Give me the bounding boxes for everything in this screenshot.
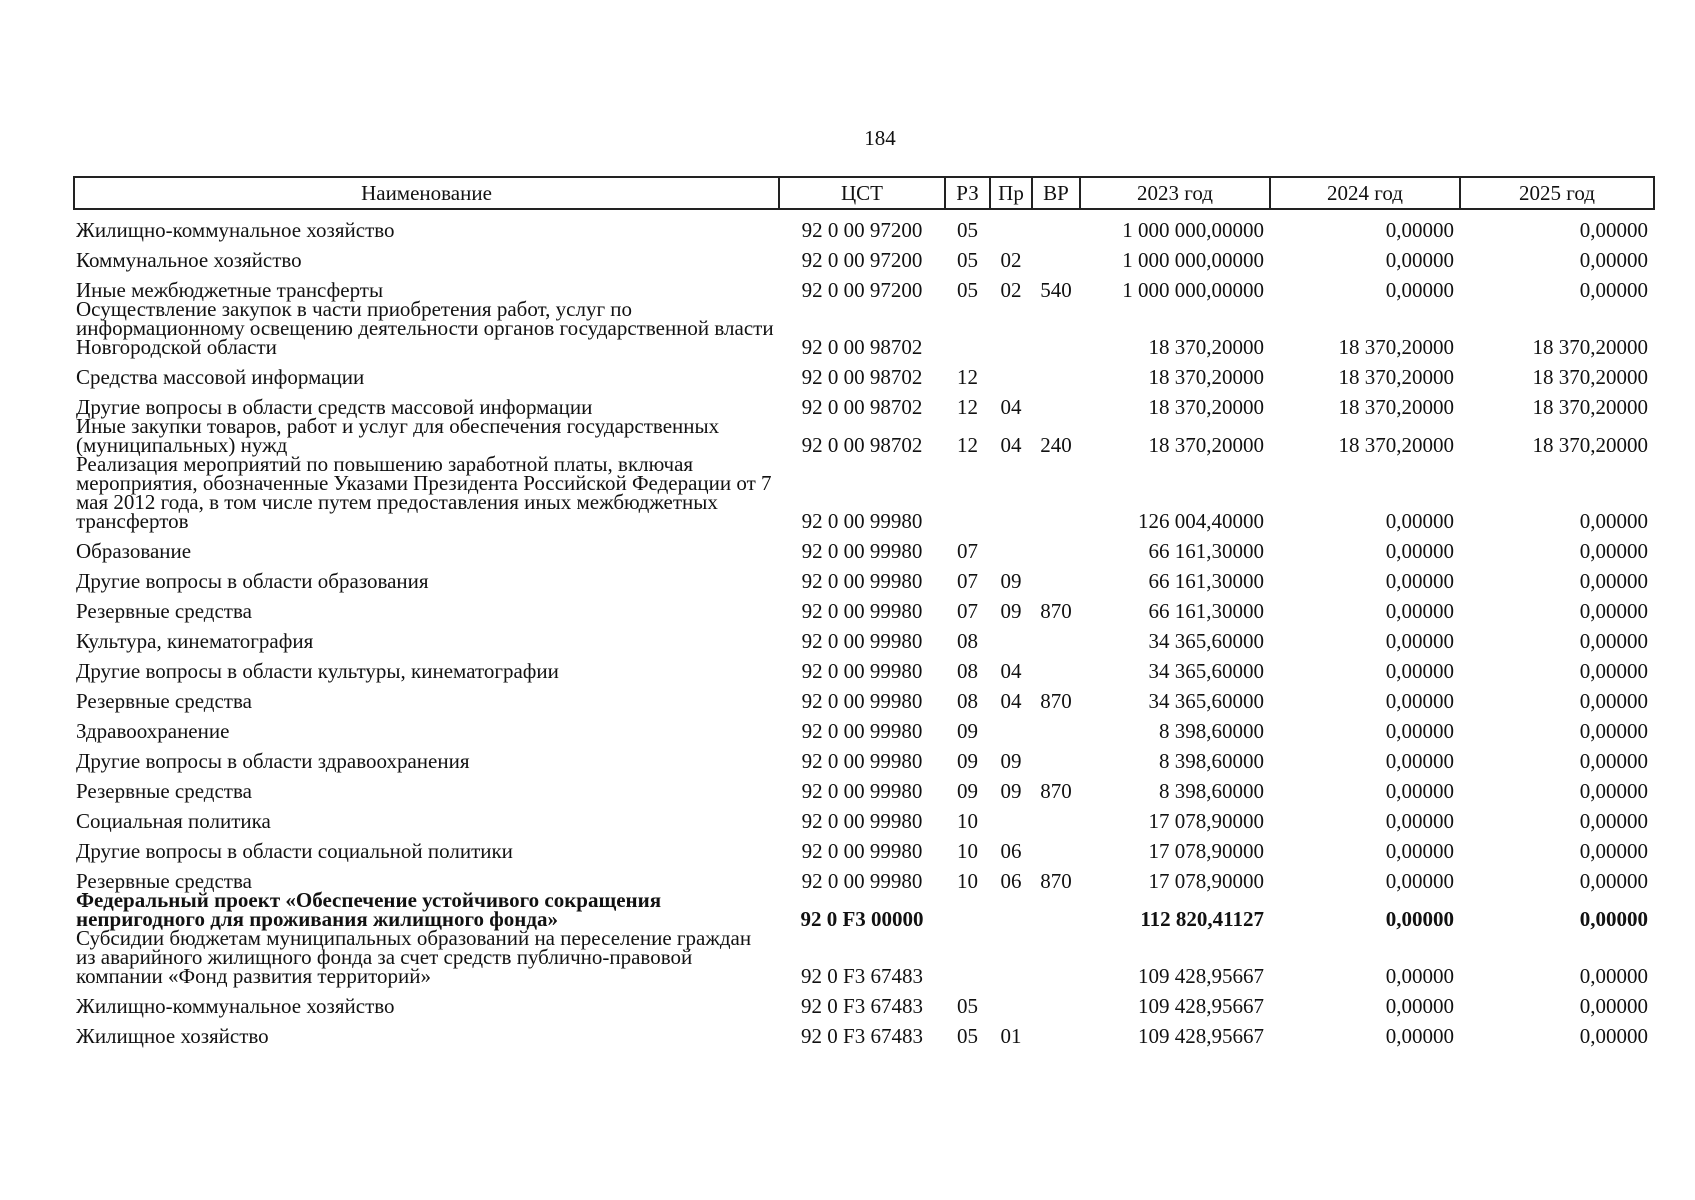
cell-cst: 92 0 00 99980 bbox=[801, 629, 923, 653]
table-row bbox=[74, 300, 1654, 357]
cell-vr bbox=[1032, 240, 1080, 270]
cell-cst: 92 0 00 99980 bbox=[801, 539, 923, 563]
cell-rz: 10 bbox=[957, 839, 978, 863]
table-row bbox=[74, 771, 1654, 801]
cell-2024: 0,00000 bbox=[1385, 809, 1454, 833]
table-row bbox=[74, 455, 1654, 531]
cell-vr bbox=[1032, 831, 1080, 861]
cell-name: Другие вопросы в области здравоохранения bbox=[76, 749, 470, 773]
cell-pr bbox=[990, 986, 1032, 1016]
cell-cst: 92 0 F3 00000 bbox=[800, 907, 924, 931]
cell-2025: 18 370,20000 bbox=[1532, 433, 1648, 457]
cell-rz: 12 bbox=[957, 395, 978, 419]
cell-rz: 08 bbox=[957, 629, 978, 653]
cell-cst: 92 0 00 99980 bbox=[801, 569, 923, 593]
cell-rz bbox=[945, 891, 990, 929]
cell-2023: 1 000 000,00000 bbox=[1122, 248, 1264, 272]
cell-2024: 0,00000 bbox=[1385, 964, 1454, 988]
cell-2024: 0,00000 bbox=[1385, 779, 1454, 803]
cell-cst: 92 0 00 98702 bbox=[801, 365, 923, 389]
cell-2025: 0,00000 bbox=[1579, 248, 1648, 272]
cell-rz bbox=[945, 300, 990, 357]
cell-cst: 92 0 00 97200 bbox=[801, 218, 923, 242]
cell-vr: 870 bbox=[1040, 599, 1072, 623]
cell-vr bbox=[1032, 455, 1080, 531]
cell-cst: 92 0 F3 67483 bbox=[801, 964, 923, 988]
cell-cst: 92 0 00 99980 bbox=[801, 809, 923, 833]
cell-cst: 92 0 F3 67483 bbox=[801, 1024, 923, 1048]
cell-pr bbox=[990, 300, 1032, 357]
cell-name: Резервные средства bbox=[76, 869, 252, 893]
cell-cst: 92 0 00 99980 bbox=[801, 749, 923, 773]
cell-2023: 8 398,60000 bbox=[1159, 779, 1264, 803]
cell-cst: 92 0 00 98702 bbox=[801, 335, 923, 359]
cell-rz: 09 bbox=[957, 719, 978, 743]
cell-2025: 18 370,20000 bbox=[1532, 365, 1648, 389]
table-row bbox=[74, 591, 1654, 621]
column-header-2025: 2025 год bbox=[1460, 177, 1654, 209]
cell-rz: 09 bbox=[957, 779, 978, 803]
table-header bbox=[74, 177, 1654, 209]
cell-2025: 0,00000 bbox=[1579, 779, 1648, 803]
cell-2024: 0,00000 bbox=[1385, 599, 1454, 623]
cell-2023: 18 370,20000 bbox=[1148, 433, 1264, 457]
cell-2024: 0,00000 bbox=[1385, 749, 1454, 773]
cell-rz: 12 bbox=[957, 365, 978, 389]
cell-name: Образование bbox=[76, 539, 192, 563]
cell-2024: 0,00000 bbox=[1385, 1024, 1454, 1048]
cell-name: Иные закупки товаров, работ и услуг для обеспечения государственных (муниципальных) нужд bbox=[76, 414, 720, 457]
cell-pr bbox=[990, 531, 1032, 561]
cell-vr bbox=[1032, 1016, 1080, 1046]
cell-2024: 0,00000 bbox=[1385, 839, 1454, 863]
cell-2023: 66 161,30000 bbox=[1148, 569, 1264, 593]
cell-2023: 18 370,20000 bbox=[1148, 335, 1264, 359]
cell-name: Другие вопросы в области социальной политики bbox=[76, 839, 513, 863]
cell-pr: 09 bbox=[1000, 749, 1022, 773]
cell-vr bbox=[1032, 651, 1080, 681]
cell-cst: 92 0 00 98702 bbox=[801, 395, 923, 419]
cell-vr: 870 bbox=[1040, 779, 1072, 803]
cell-2024: 0,00000 bbox=[1385, 659, 1454, 683]
cell-2025: 18 370,20000 bbox=[1532, 395, 1648, 419]
cell-name: Иные межбюджетные трансферты bbox=[76, 278, 384, 302]
cell-2025: 0,00000 bbox=[1579, 964, 1648, 988]
cell-rz: 05 bbox=[957, 994, 978, 1018]
cell-pr: 09 bbox=[1000, 779, 1022, 803]
table-row bbox=[74, 891, 1654, 929]
cell-rz bbox=[945, 455, 990, 531]
cell-rz: 08 bbox=[957, 689, 978, 713]
cell-pr bbox=[990, 891, 1032, 929]
cell-2025: 0,00000 bbox=[1579, 839, 1648, 863]
table-row bbox=[74, 681, 1654, 711]
cell-name: Субсидии бюджетам муниципальных образований на переселение граждан из аварийного жилищного фонда за счет средств публично-правовой компании «Фонд развития территорий» bbox=[76, 926, 752, 988]
cell-vr bbox=[1032, 891, 1080, 929]
cell-pr: 09 bbox=[1000, 569, 1022, 593]
cell-rz: 12 bbox=[957, 433, 978, 457]
cell-2024: 0,00000 bbox=[1385, 869, 1454, 893]
cell-name: Федеральный проект «Обеспечение устойчивого сокращения непригодного для проживания жилищного фонда» bbox=[76, 888, 662, 931]
cell-rz: 05 bbox=[957, 278, 978, 302]
cell-2023: 126 004,40000 bbox=[1138, 509, 1264, 533]
cell-name: Осуществление закупок в части приобретения работ, услуг по информационному освещению деятельности органов государственной власти Новгородской области bbox=[76, 297, 774, 359]
column-header-rz: РЗ bbox=[945, 177, 990, 209]
cell-pr: 04 bbox=[1000, 689, 1022, 713]
cell-cst: 92 0 00 99980 bbox=[801, 719, 923, 743]
cell-2023: 109 428,95667 bbox=[1138, 994, 1264, 1018]
cell-rz bbox=[945, 929, 990, 986]
column-header-vr: ВР bbox=[1032, 177, 1080, 209]
page-number: 184 bbox=[864, 126, 896, 150]
cell-2025: 0,00000 bbox=[1579, 509, 1648, 533]
cell-2023: 109 428,95667 bbox=[1138, 964, 1264, 988]
cell-cst: 92 0 F3 67483 bbox=[801, 994, 923, 1018]
table-row bbox=[74, 801, 1654, 831]
cell-pr bbox=[990, 209, 1032, 240]
cell-2025: 0,00000 bbox=[1579, 809, 1648, 833]
cell-cst: 92 0 00 97200 bbox=[801, 278, 923, 302]
cell-name: Жилищно-коммунальное хозяйство bbox=[76, 218, 395, 242]
cell-2023: 18 370,20000 bbox=[1148, 395, 1264, 419]
column-header-cst: ЦСТ bbox=[779, 177, 945, 209]
cell-2024: 18 370,20000 bbox=[1338, 365, 1454, 389]
cell-2025: 0,00000 bbox=[1579, 719, 1648, 743]
cell-2024: 0,00000 bbox=[1385, 218, 1454, 242]
cell-name: Жилищное хозяйство bbox=[76, 1024, 269, 1048]
cell-cst: 92 0 00 99980 bbox=[801, 659, 923, 683]
cell-2024: 0,00000 bbox=[1385, 278, 1454, 302]
cell-2024: 0,00000 bbox=[1385, 629, 1454, 653]
cell-2023: 8 398,60000 bbox=[1159, 749, 1264, 773]
cell-2024: 0,00000 bbox=[1385, 569, 1454, 593]
table-row bbox=[74, 387, 1654, 417]
cell-cst: 92 0 00 99980 bbox=[801, 839, 923, 863]
cell-rz: 08 bbox=[957, 659, 978, 683]
cell-name: Резервные средства bbox=[76, 689, 252, 713]
cell-2023: 34 365,60000 bbox=[1148, 659, 1264, 683]
cell-2024: 0,00000 bbox=[1385, 994, 1454, 1018]
cell-cst: 92 0 00 98702 bbox=[801, 433, 923, 457]
cell-pr: 02 bbox=[1000, 278, 1022, 302]
cell-vr bbox=[1032, 387, 1080, 417]
cell-name: Средства массовой информации bbox=[76, 365, 365, 389]
cell-2023: 17 078,90000 bbox=[1148, 869, 1264, 893]
cell-rz: 07 bbox=[957, 569, 978, 593]
cell-cst: 92 0 00 99980 bbox=[801, 869, 923, 893]
cell-2023: 18 370,20000 bbox=[1148, 365, 1264, 389]
cell-name: Резервные средства bbox=[76, 599, 252, 623]
cell-pr: 06 bbox=[1000, 869, 1022, 893]
cell-2024: 0,00000 bbox=[1385, 248, 1454, 272]
column-header-2023: 2023 год bbox=[1080, 177, 1270, 209]
cell-2023: 66 161,30000 bbox=[1148, 599, 1264, 623]
cell-2025: 0,00000 bbox=[1579, 278, 1648, 302]
cell-name: Другие вопросы в области культуры, кинематографии bbox=[76, 659, 559, 683]
cell-vr bbox=[1032, 711, 1080, 741]
table-row bbox=[74, 531, 1654, 561]
cell-2024: 18 370,20000 bbox=[1338, 395, 1454, 419]
cell-vr: 870 bbox=[1040, 869, 1072, 893]
cell-2025: 0,00000 bbox=[1579, 689, 1648, 713]
cell-2025: 0,00000 bbox=[1579, 994, 1648, 1018]
cell-rz: 05 bbox=[957, 1024, 978, 1048]
cell-name: Здравоохранение bbox=[76, 719, 230, 743]
table-row bbox=[74, 741, 1654, 771]
cell-vr bbox=[1032, 300, 1080, 357]
cell-rz: 09 bbox=[957, 749, 978, 773]
cell-vr bbox=[1032, 801, 1080, 831]
cell-pr: 02 bbox=[1000, 248, 1022, 272]
budget-table bbox=[73, 176, 1655, 1046]
cell-2024: 0,00000 bbox=[1385, 689, 1454, 713]
cell-2025: 0,00000 bbox=[1579, 629, 1648, 653]
cell-2024: 18 370,20000 bbox=[1338, 433, 1454, 457]
table-row bbox=[74, 621, 1654, 651]
cell-rz: 05 bbox=[957, 248, 978, 272]
cell-name: Резервные средства bbox=[76, 779, 252, 803]
cell-name: Реализация мероприятий по повышению заработной платы, включая мероприятия, обозначенные Указами Президента Российской Федерации от 7 мая 2012 года, в том числе путем предоставления иных межбюджетных трансфертов bbox=[76, 452, 772, 533]
cell-cst: 92 0 00 97200 bbox=[801, 248, 923, 272]
column-header-name: Наименование bbox=[74, 177, 779, 209]
cell-name: Социальная политика bbox=[76, 809, 271, 833]
cell-2025: 18 370,20000 bbox=[1532, 335, 1648, 359]
cell-vr bbox=[1032, 357, 1080, 387]
cell-pr bbox=[990, 801, 1032, 831]
cell-2024: 0,00000 bbox=[1385, 719, 1454, 743]
table-row bbox=[74, 561, 1654, 591]
cell-vr: 870 bbox=[1040, 689, 1072, 713]
table-row bbox=[74, 651, 1654, 681]
cell-vr bbox=[1032, 741, 1080, 771]
cell-cst: 92 0 00 99980 bbox=[801, 509, 923, 533]
cell-name: Другие вопросы в области образования bbox=[76, 569, 429, 593]
table-row bbox=[74, 209, 1654, 240]
cell-vr: 240 bbox=[1040, 433, 1072, 457]
cell-vr bbox=[1032, 621, 1080, 651]
cell-pr bbox=[990, 711, 1032, 741]
cell-2025: 0,00000 bbox=[1579, 907, 1648, 931]
cell-rz: 10 bbox=[957, 869, 978, 893]
cell-vr: 540 bbox=[1040, 278, 1072, 302]
table-row bbox=[74, 929, 1654, 986]
cell-2023: 112 820,41127 bbox=[1140, 907, 1264, 931]
cell-rz: 07 bbox=[957, 599, 978, 623]
cell-name: Культура, кинематография bbox=[76, 629, 314, 653]
cell-2023: 66 161,30000 bbox=[1148, 539, 1264, 563]
cell-2023: 8 398,60000 bbox=[1159, 719, 1264, 743]
cell-2025: 0,00000 bbox=[1579, 749, 1648, 773]
cell-rz: 05 bbox=[957, 218, 978, 242]
cell-pr: 04 bbox=[1000, 433, 1022, 457]
cell-rz: 07 bbox=[957, 539, 978, 563]
cell-2025: 0,00000 bbox=[1579, 599, 1648, 623]
cell-name: Другие вопросы в области средств массовой информации bbox=[76, 395, 593, 419]
cell-2025: 0,00000 bbox=[1579, 539, 1648, 563]
cell-vr bbox=[1032, 986, 1080, 1016]
cell-2024: 0,00000 bbox=[1385, 509, 1454, 533]
cell-2023: 34 365,60000 bbox=[1148, 689, 1264, 713]
table-row bbox=[74, 1016, 1654, 1046]
cell-2025: 0,00000 bbox=[1579, 659, 1648, 683]
table-row bbox=[74, 986, 1654, 1016]
cell-cst: 92 0 00 99980 bbox=[801, 779, 923, 803]
cell-pr bbox=[990, 929, 1032, 986]
cell-pr bbox=[990, 455, 1032, 531]
cell-2025: 0,00000 bbox=[1579, 1024, 1648, 1048]
table-row bbox=[74, 417, 1654, 455]
table-row bbox=[74, 711, 1654, 741]
cell-pr: 04 bbox=[1000, 395, 1022, 419]
cell-pr: 01 bbox=[1000, 1024, 1022, 1048]
cell-2025: 0,00000 bbox=[1579, 218, 1648, 242]
cell-2023: 17 078,90000 bbox=[1148, 839, 1264, 863]
table-row bbox=[74, 861, 1654, 891]
cell-vr bbox=[1032, 531, 1080, 561]
cell-pr bbox=[990, 357, 1032, 387]
cell-cst: 92 0 00 99980 bbox=[801, 689, 923, 713]
cell-2025: 0,00000 bbox=[1579, 869, 1648, 893]
table-row bbox=[74, 240, 1654, 270]
cell-rz: 10 bbox=[957, 809, 978, 833]
cell-pr: 04 bbox=[1000, 659, 1022, 683]
cell-pr: 06 bbox=[1000, 839, 1022, 863]
column-header-pr: Пр bbox=[990, 177, 1032, 209]
cell-pr: 09 bbox=[1000, 599, 1022, 623]
cell-2023: 34 365,60000 bbox=[1148, 629, 1264, 653]
cell-cst: 92 0 00 99980 bbox=[801, 599, 923, 623]
cell-2025: 0,00000 bbox=[1579, 569, 1648, 593]
cell-name: Коммунальное хозяйство bbox=[76, 248, 302, 272]
table-row bbox=[74, 831, 1654, 861]
table-row bbox=[74, 270, 1654, 300]
cell-name: Жилищно-коммунальное хозяйство bbox=[76, 994, 395, 1018]
table-body bbox=[74, 209, 1654, 1046]
cell-vr bbox=[1032, 561, 1080, 591]
cell-2024: 0,00000 bbox=[1385, 907, 1454, 931]
cell-2024: 18 370,20000 bbox=[1338, 335, 1454, 359]
table-row bbox=[74, 357, 1654, 387]
cell-vr bbox=[1032, 929, 1080, 986]
cell-2023: 109 428,95667 bbox=[1138, 1024, 1264, 1048]
column-header-2024: 2024 год bbox=[1270, 177, 1460, 209]
cell-pr bbox=[990, 621, 1032, 651]
cell-2023: 1 000 000,00000 bbox=[1122, 278, 1264, 302]
cell-2024: 0,00000 bbox=[1385, 539, 1454, 563]
cell-2023: 1 000 000,00000 bbox=[1122, 218, 1264, 242]
cell-2023: 17 078,90000 bbox=[1148, 809, 1264, 833]
cell-vr bbox=[1032, 209, 1080, 240]
